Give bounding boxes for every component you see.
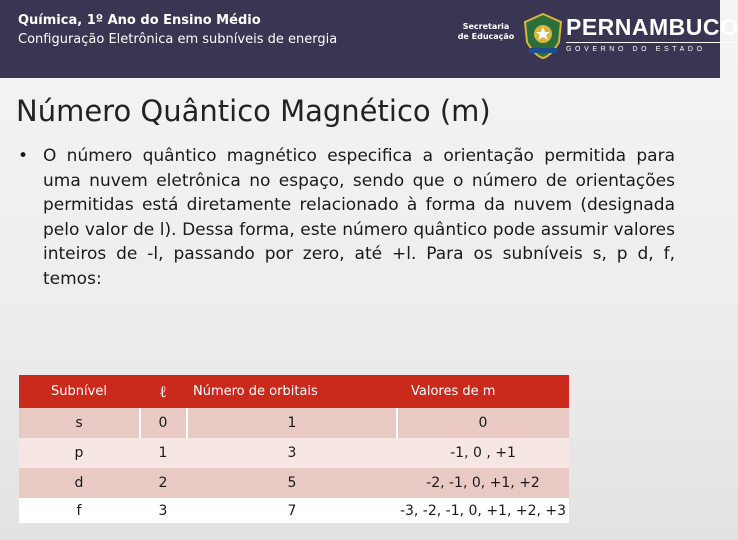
cell-subnivel: p [74,445,84,461]
cell-valores: 0 [478,415,488,431]
course-info [18,12,337,50]
cell-l: 1 [158,445,168,461]
table-header-row [19,375,569,408]
course-subtitle: Configuração Eletrônica em subníveis de energia [18,32,338,47]
cell-l: 3 [158,502,168,519]
body-paragraph: O número quântico magnético especifica a orientação permitida para uma nuvem eletrônica no espaço, sendo que o número de orientações permitidas está diretamente relacionado à forma da nuvem (designada pelo valor de l). Dessa forma, este número quântico pode assumir valores inteiros de -l, passando por zero, até +l. Para os subníveis s, p d, f, temos: [43,146,675,289]
header-l: ℓ [159,381,167,401]
bullet-marker: • [18,146,29,166]
cell-l: 2 [158,475,168,491]
column-divider [139,408,141,438]
table-row [19,438,569,468]
brand-name: PERNAMBUCO [566,14,738,40]
brand-subtitle: GOVERNO DO ESTADO [566,42,738,55]
header-subnivel: Subnível [51,384,107,399]
header-orbitais: Número de orbitais [193,384,318,399]
slide-title: Número Quântico Magnético (m) [16,94,491,128]
cell-valores: -1, 0 , +1 [450,445,516,461]
cell-subnivel: s [75,415,83,431]
state-seal-icon [521,12,565,60]
table-row [19,498,569,523]
column-divider [396,408,398,438]
cell-l: 0 [158,415,168,431]
table-row [19,408,569,438]
cell-subnivel: f [76,502,82,519]
cell-orbitais: 5 [287,475,297,491]
cell-orbitais: 7 [287,502,297,519]
course-title: Química, 1º Ano do Ensino Médio [18,13,261,28]
state-brand [566,14,738,55]
header-valores: Valores de m [411,384,496,399]
cell-valores: -2, -1, 0, +1, +2 [426,475,540,491]
column-divider [186,408,188,438]
secretaria-label: Secretaria de Educação [457,22,515,41]
table-row [19,468,569,498]
header-band [0,0,738,78]
quantum-table [19,375,569,523]
cell-orbitais: 3 [287,445,297,461]
cell-orbitais: 1 [287,415,297,431]
cell-subnivel: d [74,475,84,491]
cell-valores: -3, -2, -1, 0, +1, +2, +3 [399,502,567,519]
